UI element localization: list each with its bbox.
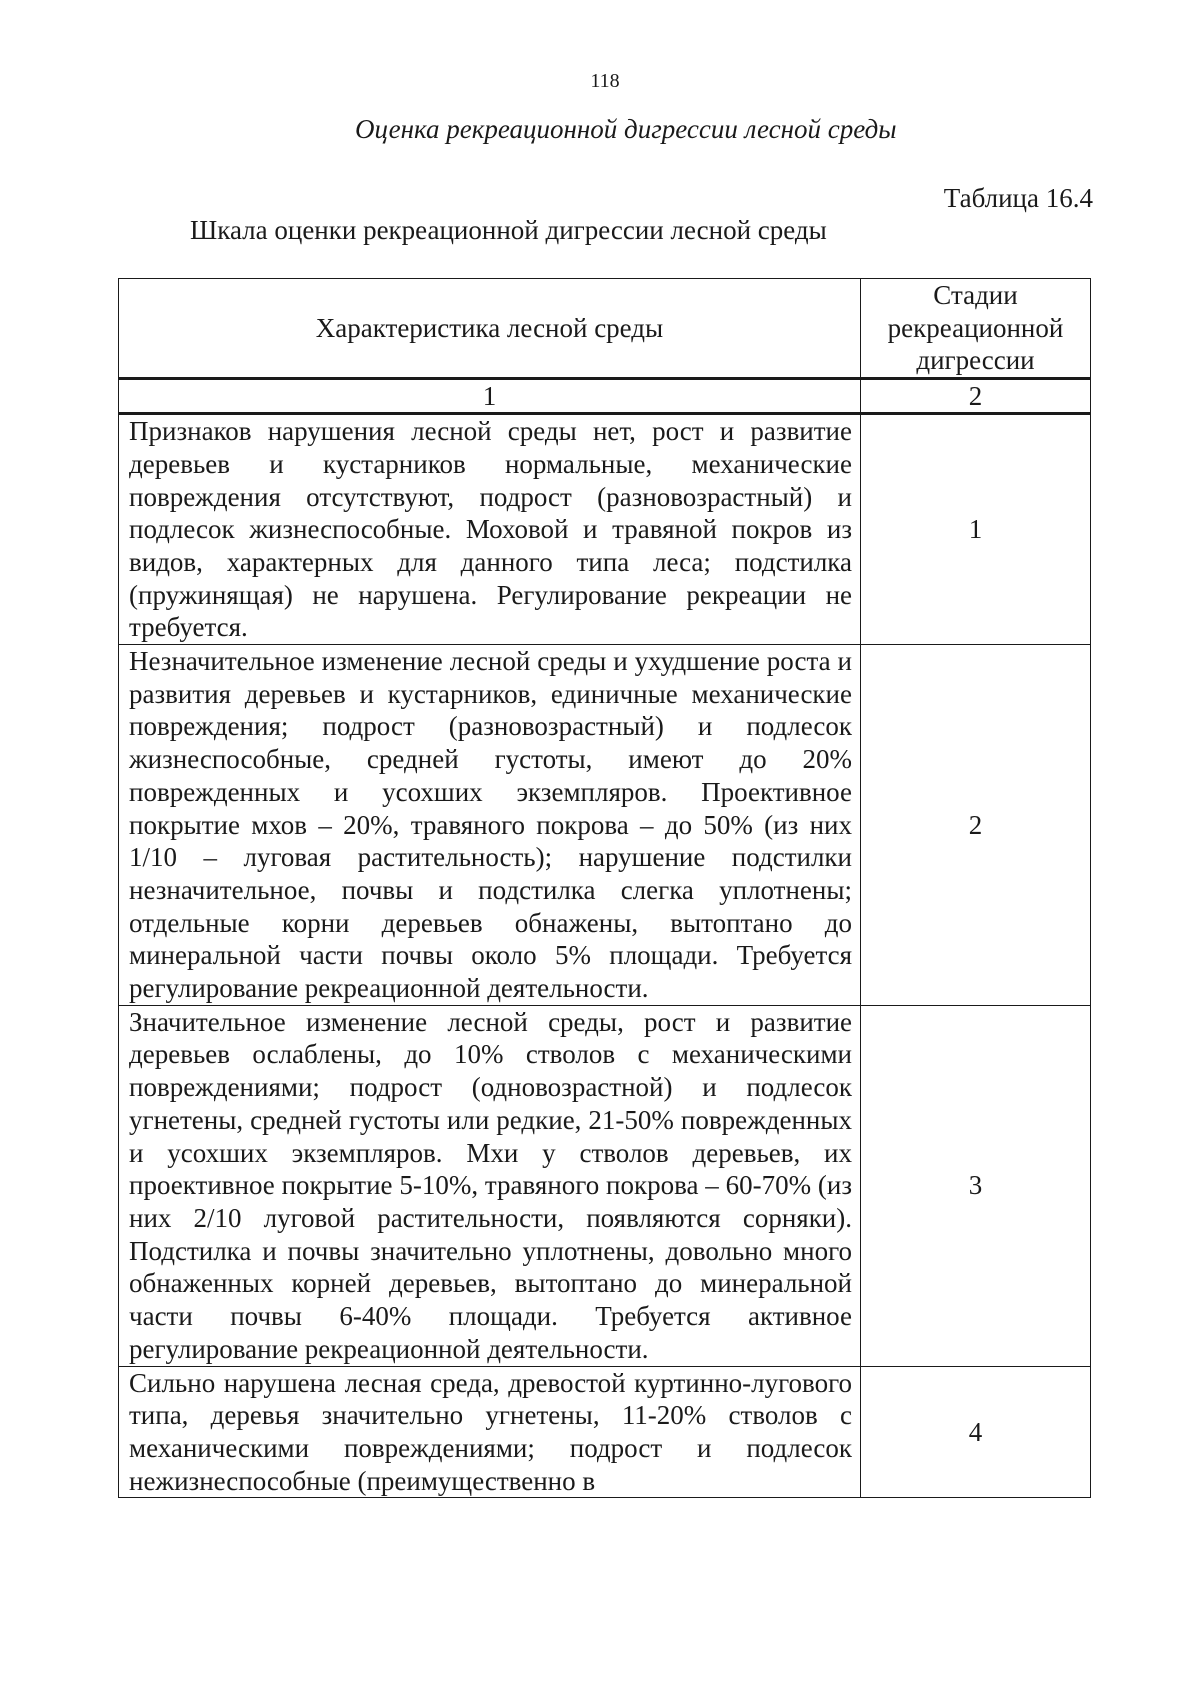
table-row xyxy=(119,414,1091,645)
row-description: Признаков нарушения лесной среды нет, рост и развитие деревьев и кустарников нормальные, механические повреждения отсутствуют, подрост (разновозрастный) и подлесок жизнеспособные. Моховой и травяной покров из видов, характерных для данного типа леса; подстилка (пружинящая) не нарушена. Регулирование рекреации не требуется. xyxy=(119,414,861,645)
row-stage: 2 xyxy=(861,645,1091,1006)
recreational-digression-table xyxy=(118,278,1091,1498)
row-stage: 3 xyxy=(861,1005,1091,1366)
row-stage: 4 xyxy=(861,1366,1091,1498)
header-digression-stage: Стадии рекреационной дигрессии xyxy=(861,279,1091,379)
table-row xyxy=(119,1366,1091,1498)
row-description: Значительное изменение лесной среды, рост и развитие деревьев ослаблены, до 10% стволов с механическими повреждениями; подрост (одновозрастной) и подлесок угнетены, средней густоты или редкие, 21-50% поврежденных и усохших экземпляров. Мхи у стволов деревьев, их проективное покрытие 5-10%, травяного покрова – 60-70% (из них 2/10 луговой растительности, появляются сорняки). Подстилка и почвы значительно уплотнены, довольно много обнаженных корней деревьев, вытоптано до минеральной части почвы 6-40% площади. Требуется активное регулирование рекреационной деятельности. xyxy=(119,1005,861,1366)
table-row xyxy=(119,645,1091,1006)
row-description: Сильно нарушена лесная среда, древостой куртинно-лугового типа, деревья значительно угнетены, 11-20% стволов с механическими повреждениями; подрост и подлесок нежизнеспособные (преимущественно в xyxy=(119,1366,861,1498)
table-label: Таблица 16.4 xyxy=(943,183,1093,213)
table-row xyxy=(119,1005,1091,1366)
table-title: Шкала оценки рекреационной дигрессии лесной среды xyxy=(190,215,827,245)
table-header-row xyxy=(119,279,1091,379)
page-number: 118 xyxy=(590,70,620,92)
header-forest-characteristic: Характеристика лесной среды xyxy=(119,279,861,379)
row-description: Незначительное изменение лесной среды и ухудшение роста и развития деревьев и кустарников, единичные механические повреждения; подрост (разновозрастный) и подлесок жизнеспособные, средней густоты, имеют до 20% поврежденных и усохших экземпляров. Проективное покрытие мхов – 20%, травяного покрова – до 50% (из них 1/10 – луговая растительность); нарушение подстилки незначительное, почвы и подстилка слегка уплотнены; отдельные корни деревьев обнажены, вытоптано до минеральной части почвы около 5% площади. Требуется регулирование рекреационной деятельности. xyxy=(119,645,861,1006)
column-number-row xyxy=(119,379,1091,414)
running-head: Оценка рекреационной дигрессии лесной среды xyxy=(355,114,897,144)
row-stage: 1 xyxy=(861,414,1091,645)
column-number-2: 2 xyxy=(861,379,1091,414)
column-number-1: 1 xyxy=(119,379,861,414)
